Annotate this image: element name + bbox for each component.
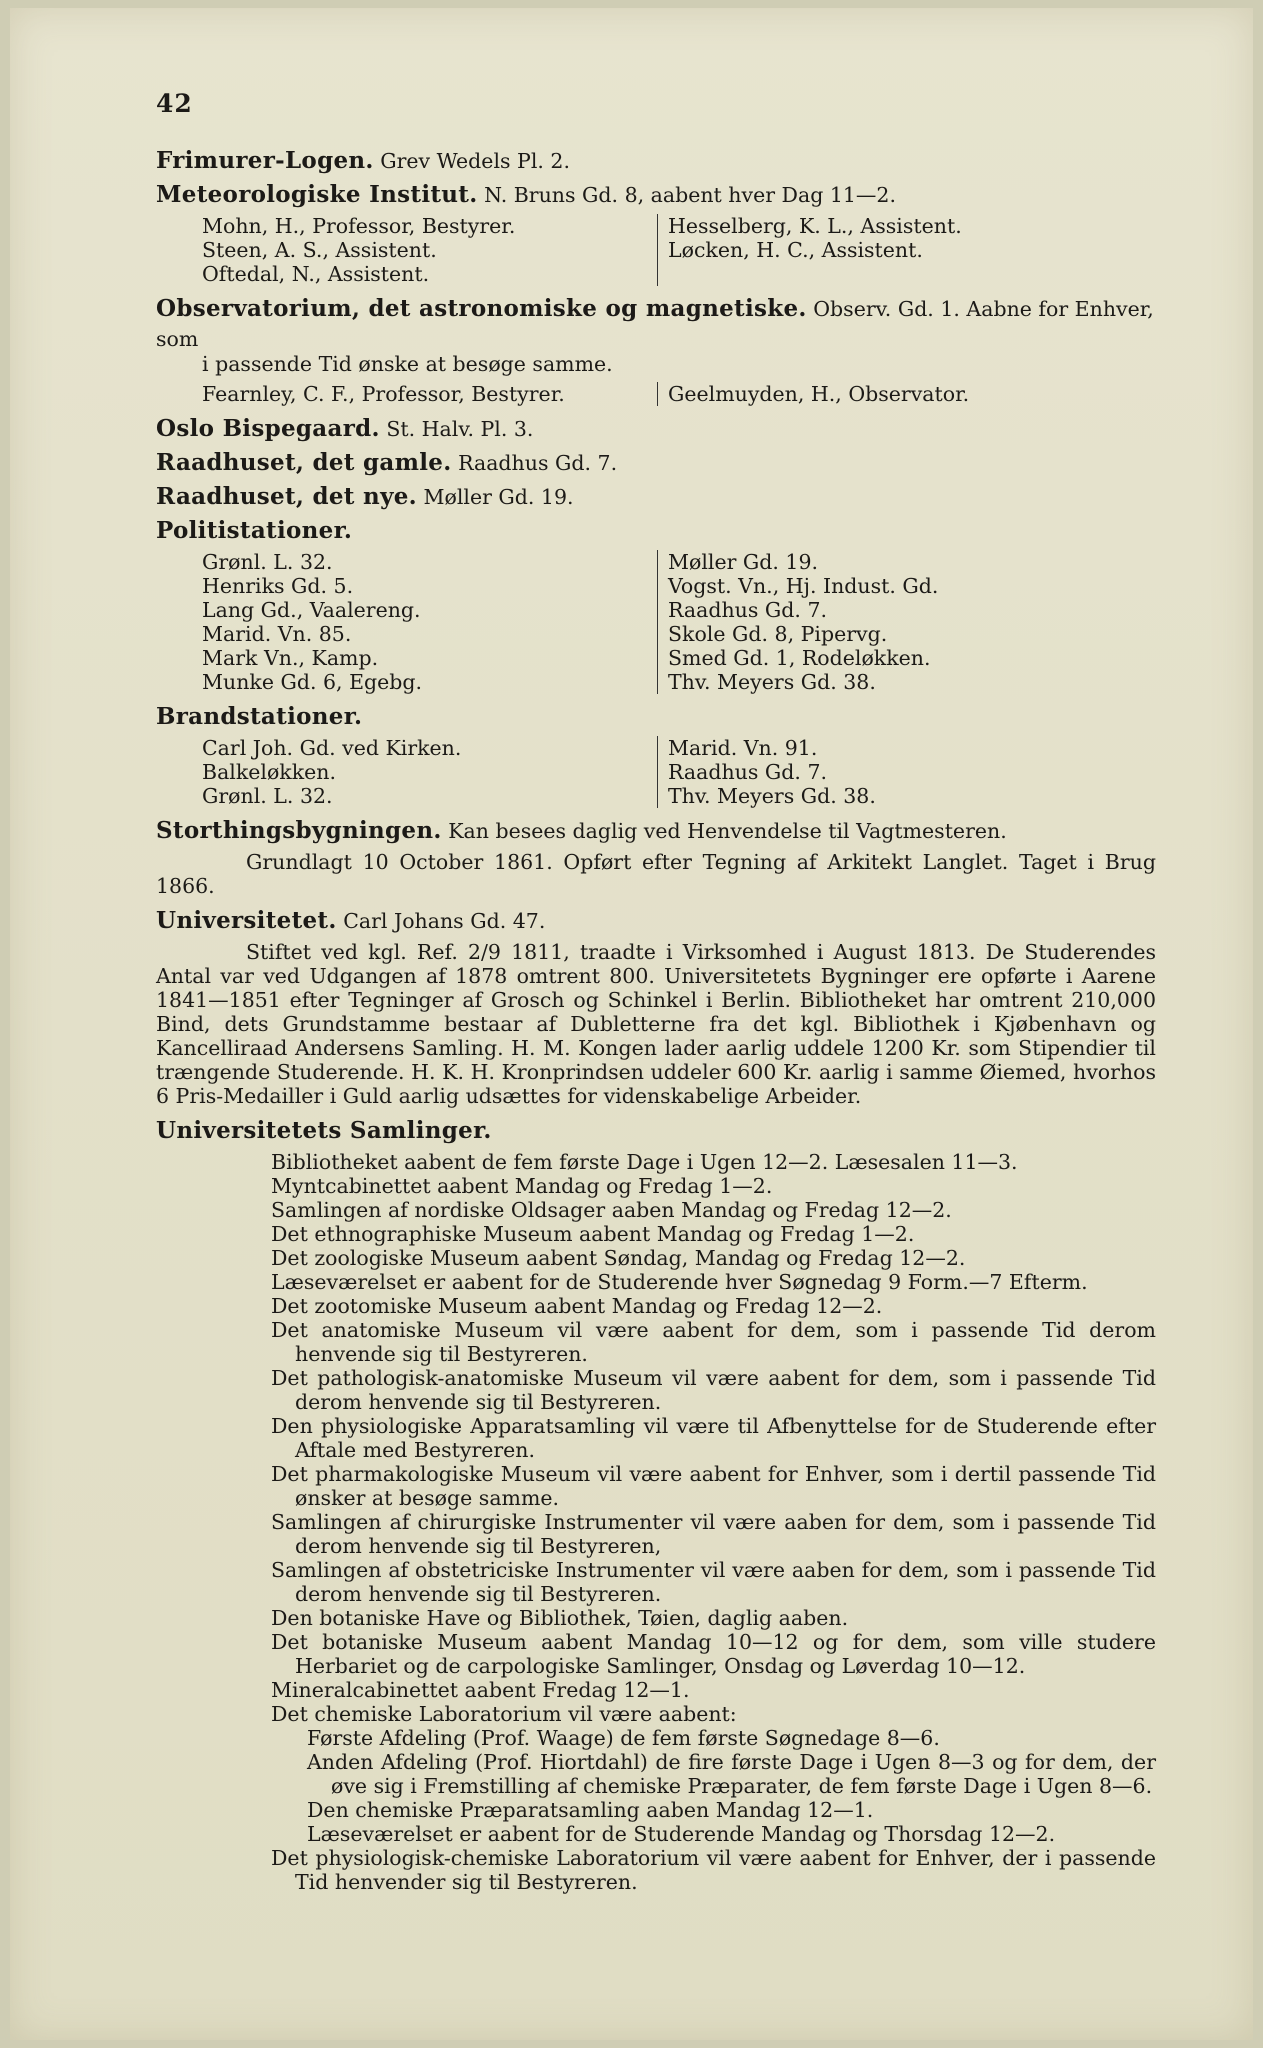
staff-list (202, 382, 1156, 406)
staff-line: Løcken, H. C., Assistent. (668, 238, 923, 262)
list-item: Det chemiske Laboratorium vil være aabent: (271, 1702, 737, 1726)
list-item: Det zoologiske Museum aabent Søndag, Mandag og Fredag 12—2. (271, 1246, 966, 1270)
address-line: Grønl. L. 32. (202, 784, 333, 808)
entry-observatorium (156, 294, 1156, 354)
entry-title: Storthingsbygningen. (156, 817, 442, 844)
entry-title: Universitetet. (156, 907, 337, 934)
entry-brandstationer (156, 702, 1156, 732)
entry-paragraph: Grundlagt 10 October 1861. Opført efter Tegning af Arkitekt Langlet. Taget i Brug 1866. (156, 850, 1156, 898)
address-left (202, 736, 657, 808)
list-item: Det ethnographiske Museum aabent Mandag og Fredag 1—2. (271, 1222, 915, 1246)
entry-text: St. Halv. Pl. 3. (386, 417, 534, 441)
entry-universitetet (156, 906, 1156, 936)
list-item: Myntcabinettet aabent Mandag og Fredag 1—2. (271, 1174, 773, 1198)
address-left (202, 550, 657, 694)
entry-title: Oslo Bispegaard. (156, 415, 380, 442)
list-item: Det pathologisk-anatomiske Museum vil være aabent for dem, som i passende Tid derom henvende sig til Bestyreren. (271, 1366, 1156, 1414)
entry-paragraph: Stiftet ved kgl. Ref. 2/9 1811, traadte i Virksomhed i August 1813. De Studerendes Antal var ved Udgangen af 1878 omtrent 800. Universitetets Bygninger ere opførte i Aarene 1841—1851 efter Tegninger af Grosch og Schinkel i Berlin. Bibliotheket har omtrent 210,000 Bind, dets Grundstamme bestaar af Dubletterne fra det kgl. Bibliothek i Kjøbenhavn og Kancelliraad Andersens Samling. H. M. Kongen lader aarlig uddele 1200 Kr. som Stipendier til trængende Studerende. H. K. H. Kronprindsen uddeler 600 Kr. aarlig i samme Øiemed, hvorhos 6 Pris-Medailler i Guld aarlig udsættes for videnskabelige Arbeider. (156, 940, 1156, 1108)
staff-line: Mohn, H., Professor, Bestyrer. (202, 214, 516, 238)
entry-text: Carl Johans Gd. 47. (343, 909, 546, 933)
list-item: Bibliotheket aabent de fem første Dage i Ugen 12—2. Læsesalen 11—3. (271, 1150, 1018, 1174)
address-line: Marid. Vn. 85. (202, 622, 352, 646)
list-item: Den botaniske Have og Bibliothek, Tøien, daglig aaben. (271, 1606, 849, 1630)
address-line: Skole Gd. 8, Pipervg. (668, 622, 888, 646)
address-line: Balkeløkken. (202, 760, 336, 784)
address-line: Thv. Meyers Gd. 38. (668, 784, 876, 808)
list-item: Læseværelset er aabent for de Studerende hver Søgnedag 9 Form.—7 Efterm. (271, 1270, 1088, 1294)
address-list (202, 550, 1156, 694)
staff-line: Steen, A. S., Assistent. (202, 238, 437, 262)
address-line: Raadhus Gd. 7. (668, 760, 828, 784)
sub-item: Første Afdeling (Prof. Waage) de fem første Søgnedage 8—6. (307, 1726, 940, 1750)
entry-title: Brandstationer. (156, 703, 363, 730)
entry-title: Raadhuset, det nye. (156, 483, 417, 510)
sub-item: Læseværelset er aabent for de Studerende Mandag og Thorsdag 12—2. (307, 1822, 1056, 1846)
staff-line: Hesselberg, K. L., Assistent. (668, 214, 962, 238)
address-line: Munke Gd. 6, Egebg. (202, 670, 423, 694)
sub-item: Anden Afdeling (Prof. Hiortdahl) de fire første Dage i Ugen 8—3 og for dem, der øve sig i Fremstilling af chemiske Præparater, de fem første Dage i Ugen 8—6. (307, 1750, 1156, 1798)
address-line: Møller Gd. 19. (668, 550, 819, 574)
entry-text: Grev Wedels Pl. 2. (380, 149, 570, 173)
address-line: Henriks Gd. 5. (202, 574, 354, 598)
collections-list (271, 1150, 1156, 1894)
entry-title: Observatorium, det astronomiske og magnetiske. (156, 295, 807, 322)
entry-text: Møller Gd. 19. (423, 485, 574, 509)
list-item: Samlingen af nordiske Oldsager aaben Mandag og Fredag 12—2. (271, 1198, 952, 1222)
entry-bispegaard (156, 414, 1156, 444)
list-item: Den physiologiske Apparatsamling vil være til Afbenyttelse for de Studerende efter Aftale med Bestyreren. (271, 1414, 1156, 1462)
address-right (657, 736, 876, 808)
page-content (156, 89, 1156, 1894)
entry-title: Raadhuset, det gamle. (156, 449, 452, 476)
address-list (202, 736, 1156, 808)
address-line: Thv. Meyers Gd. 38. (668, 670, 876, 694)
entry-raadhus-nye (156, 482, 1156, 512)
entry-politistationer (156, 516, 1156, 546)
address-line: Carl Joh. Gd. ved Kirken. (202, 736, 462, 760)
staff-left (202, 214, 657, 286)
address-right (657, 550, 938, 694)
list-item: Samlingen af obstetriciske Instrumenter vil være aaben for dem, som i passende Tid derom henvende sig til Bestyreren. (271, 1558, 1156, 1606)
list-item: Det anatomiske Museum vil være aabent for dem, som i passende Tid derom henvende sig til Bestyreren. (271, 1318, 1156, 1366)
entry-text: N. Bruns Gd. 8, aabent hver Dag 11—2. (484, 183, 896, 207)
page-number: 42 (156, 89, 193, 118)
entry-text: Kan besees daglig ved Henvendelse til Vagtmesteren. (448, 819, 1007, 843)
sub-item: Den chemiske Præparatsamling aaben Mandag 12—1. (307, 1798, 874, 1822)
address-line: Mark Vn., Kamp. (202, 646, 379, 670)
page (10, 8, 1253, 2040)
list-item: Det pharmakologiske Museum vil være aabent for Enhver, som i dertil passende Tid ønsker at besøge samme. (271, 1462, 1156, 1510)
entry-samlinger (156, 1116, 1156, 1146)
entry-title: Politistationer. (156, 517, 353, 544)
list-item: Det physiologisk-chemiske Laboratorium vil være aabent for Enhver, der i passende Tid henvender sig til Bestyreren. (271, 1846, 1156, 1894)
staff-line: Oftedal, N., Assistent. (202, 262, 430, 286)
staff-right (657, 214, 962, 286)
entry-storthingsbygningen (156, 816, 1156, 846)
address-line: Marid. Vn. 91. (668, 736, 818, 760)
entry-text: Observ. Gd. 1. Aabne for Enhver, som (156, 297, 1154, 351)
staff-right: Geelmuyden, H., Observator. (657, 382, 969, 406)
entry-raadhus-gamle (156, 448, 1156, 478)
staff-left: Fearnley, C. F., Professor, Bestyrer. (202, 382, 565, 406)
list-item: Samlingen af chirurgiske Instrumenter vil være aaben for dem, som i passende Tid derom henvende sig til Bestyreren, (271, 1510, 1156, 1558)
address-line: Grønl. L. 32. (202, 550, 333, 574)
list-item: Det zootomiske Museum aabent Mandag og Fredag 12—2. (271, 1294, 883, 1318)
entry-meteorologiske (156, 180, 1156, 210)
list-item: Det botaniske Museum aabent Mandag 10—12 og for dem, som ville studere Herbariet og de carpologiske Samlinger, Onsdag og Løverdag 10—12. (271, 1630, 1156, 1678)
entry-title: Universitetets Samlinger. (156, 1117, 492, 1144)
address-line: Vogst. Vn., Hj. Indust. Gd. (668, 574, 939, 598)
entry-title: Frimurer-Logen. (156, 147, 374, 174)
entry-text: Raadhus Gd. 7. (458, 451, 618, 475)
staff-list (202, 214, 1156, 286)
list-item: Mineralcabinettet aabent Fredag 12—1. (271, 1678, 690, 1702)
entry-frimurer (156, 146, 1156, 176)
address-line: Raadhus Gd. 7. (668, 598, 828, 622)
address-line: Lang Gd., Vaalereng. (202, 598, 421, 622)
entry-text-continued: i passende Tid ønske at besøge samme. (202, 352, 613, 376)
address-line: Smed Gd. 1, Rodeløkken. (668, 646, 931, 670)
entry-title: Meteorologiske Institut. (156, 181, 478, 208)
